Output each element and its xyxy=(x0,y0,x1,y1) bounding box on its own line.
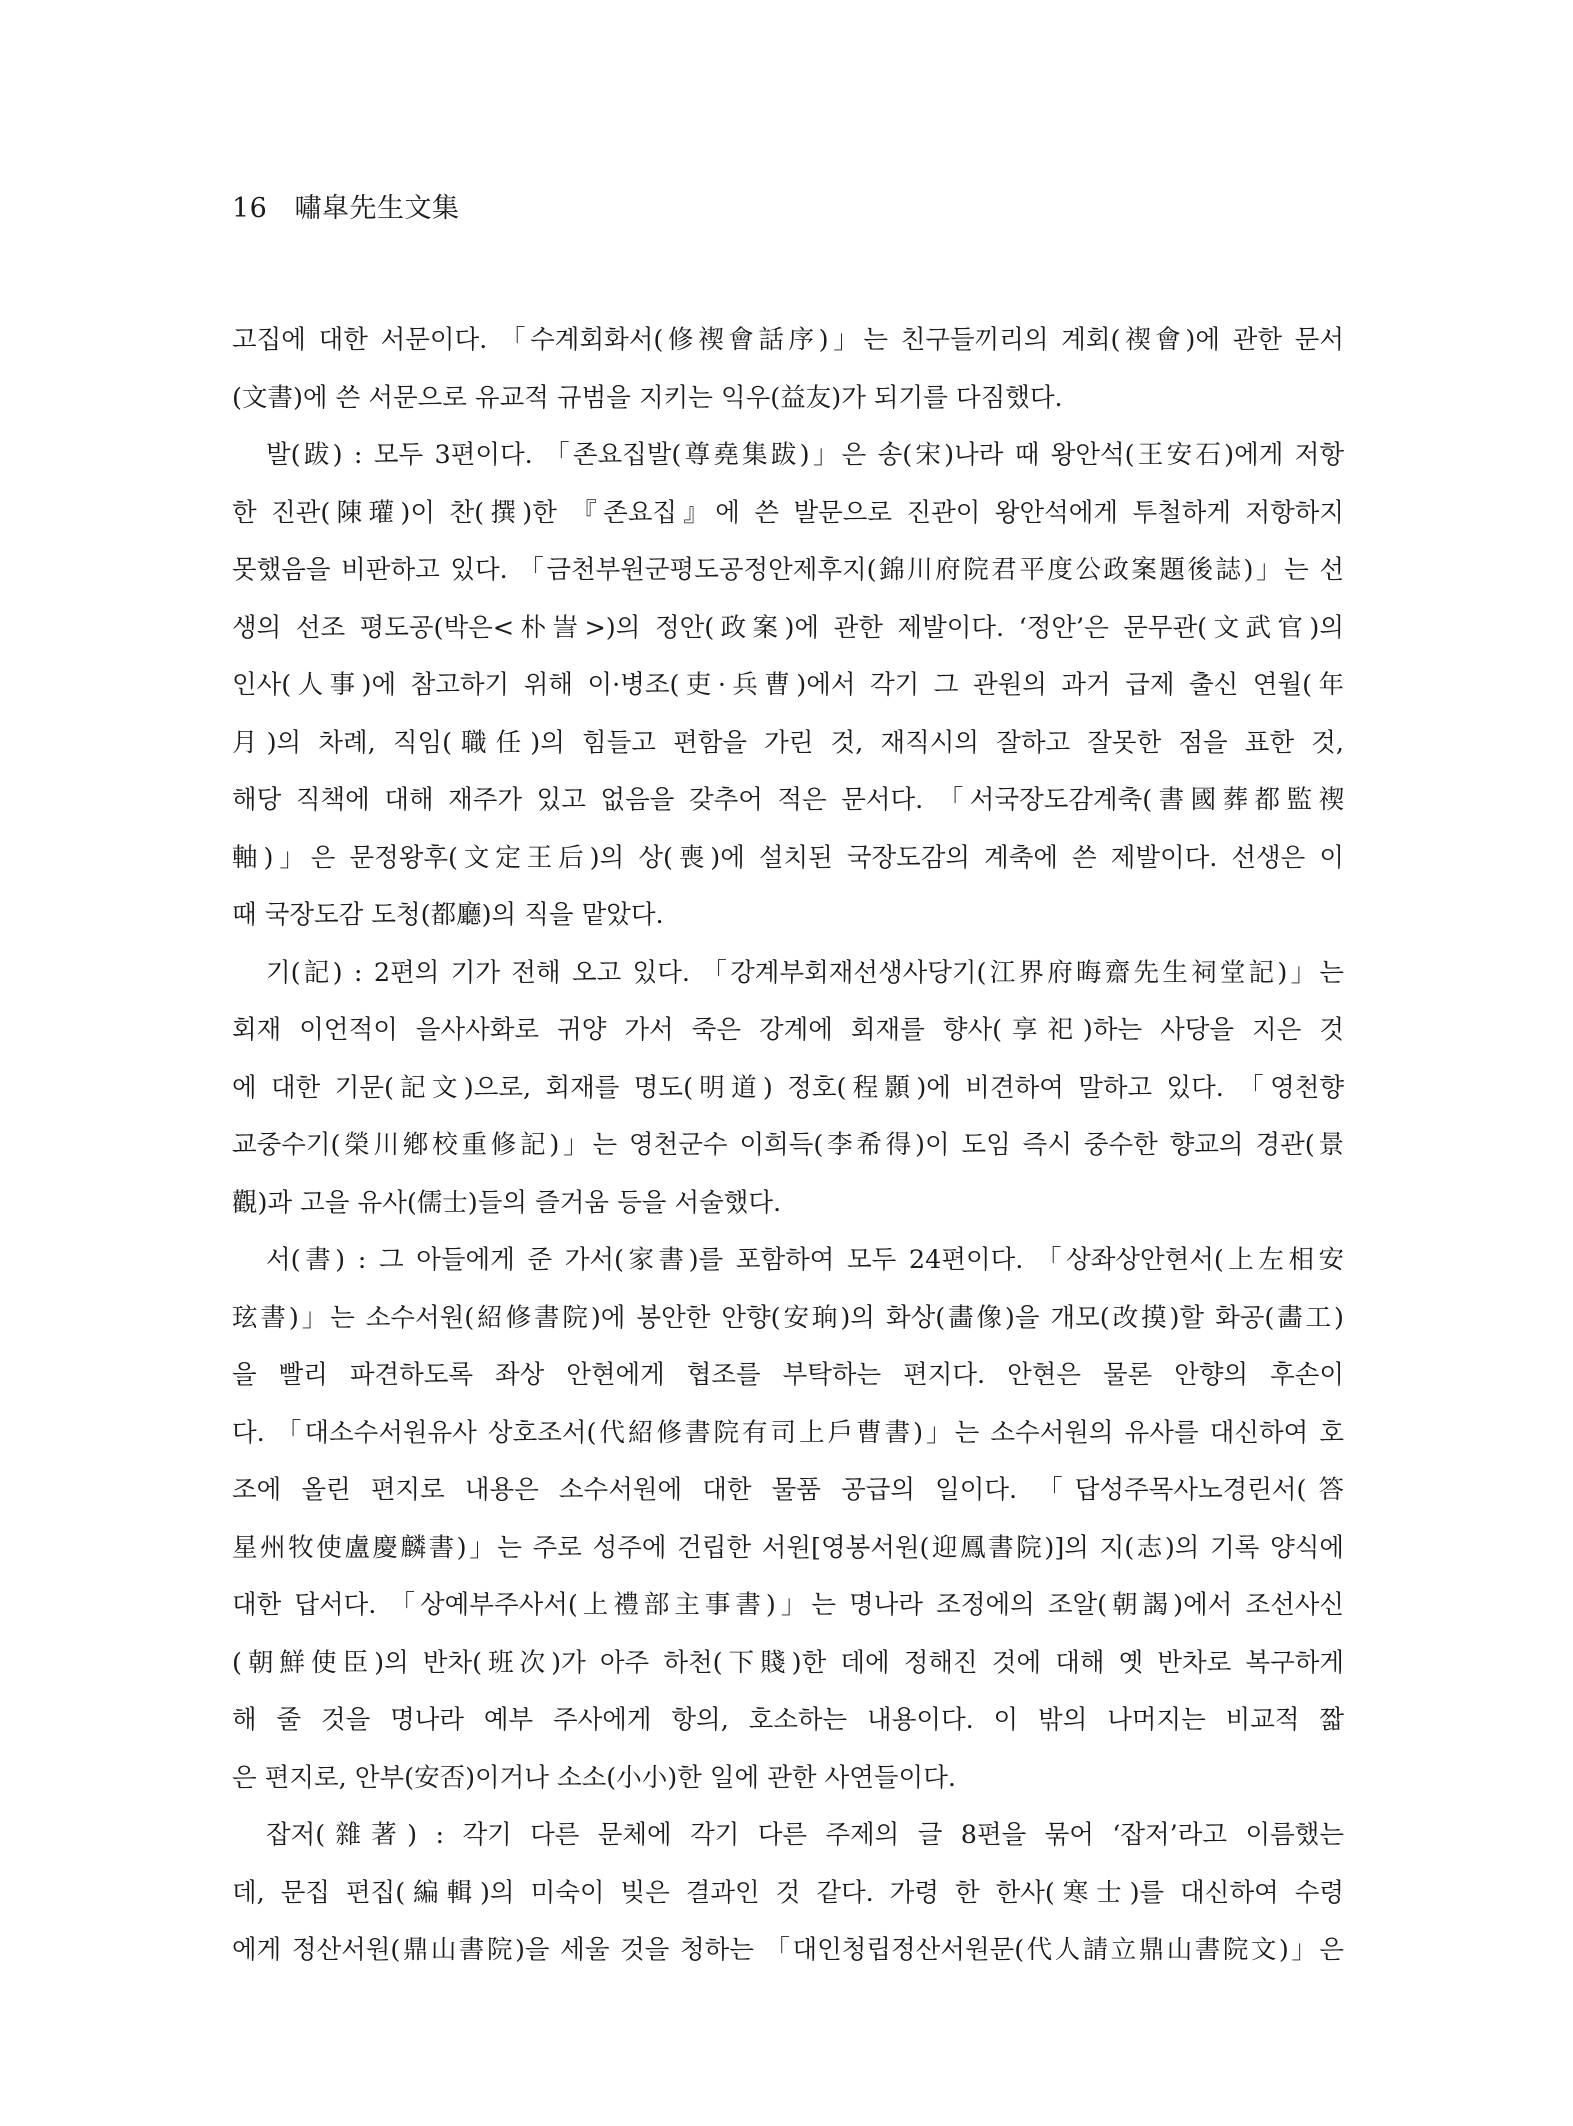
text-line: (朝鮮使臣)의 반차(班次)가 아주 하천(下賤)한 데에 정해진 것에 대해 옛 반차로 복구하게 xyxy=(232,1647,1344,1678)
book-title: 嘯皐先生文集 xyxy=(294,193,460,224)
text-line: 인사(人事)에 참고하기 위해 이·병조(吏·兵曹)에서 각기 그 관원의 과거 급제 출신 연월(年 xyxy=(232,670,1344,700)
section-start-line-seo: 서(書) : 그 아들에게 준 가서(家書)를 포함하여 모두 24편이다. 「상좌상안현서(上左相安 xyxy=(266,1245,1344,1275)
section-start-line-japjeo: 잡저(雜著) : 각기 다른 문체에 각기 다른 주제의 글 8편을 묶어 ‘잡저’라고 이름했는 xyxy=(266,1820,1344,1850)
body-text xyxy=(232,312,1344,1980)
text-line: 에 대한 기문(記文)으로, 회재를 명도(明道) 정호(程顥)에 비견하여 말하고 있다. 「영천향 xyxy=(232,1072,1344,1103)
text-line: 대한 답서다. 「상예부주사서(上禮部主事書)」는 명나라 조정에의 조알(朝謁)에서 조선사신 xyxy=(232,1590,1344,1620)
text-line: 고집에 대한 서문이다. 「수계회화서(修禊會話序)」는 친구들끼리의 계회(禊會)에 관한 문서 xyxy=(232,325,1344,355)
text-line: (文書)에 쓴 서문으로 유교적 규범을 지키는 익우(益友)가 되기를 다짐했다. xyxy=(232,382,1063,413)
text-line: 月)의 차례, 직임(職任)의 힘들고 편함을 가린 것, 재직시의 잘하고 잘못한 점을 표한 것, xyxy=(232,727,1344,758)
text-line: 한 진관(陳瓘)이 찬(撰)한 『존요집』에 쓴 발문으로 진관이 왕안석에게 투철하게 저항하지 xyxy=(232,497,1344,528)
text-line: 玹書)」는 소수서원(紹修書院)에 봉안한 안향(安珦)의 화상(畵像)을 개모(改摸)할 화공(畵工) xyxy=(232,1302,1344,1333)
text-line: 을 빨리 파견하도록 좌상 안현에게 협조를 부탁하는 편지다. 안현은 물론 안향의 후손이 xyxy=(232,1360,1344,1390)
page-number: 16 xyxy=(232,193,268,224)
text-line: 星州牧使盧慶麟書)」는 주로 성주에 건립한 서원[영봉서원(迎鳳書院)]의 지(志)의 기록 양식에 xyxy=(232,1532,1344,1563)
section-start-line-gi: 기(記) : 2편의 기가 전해 오고 있다. 「강계부회재선생사당기(江界府晦齋先生祠堂記)」는 xyxy=(266,957,1344,988)
text-line: 은 편지로, 안부(安否)이거나 소소(小小)한 일에 관한 사연들이다. xyxy=(232,1762,956,1793)
text-line: 못했음을 비판하고 있다. 「금천부원군평도공정안제후지(錦川府院君平度公政案題後誌)」는 선 xyxy=(232,555,1344,585)
running-head xyxy=(232,186,459,225)
text-line: 해당 직책에 대해 재주가 있고 없음을 갖추어 적은 문서다. 「서국장도감계축(書國葬都監禊 xyxy=(232,785,1344,815)
text-line: 해 줄 것을 명나라 예부 주사에게 항의, 호소하는 내용이다. 이 밖의 나머지는 비교적 짧 xyxy=(232,1705,1344,1735)
text-line: 다. 「대소수서원유사 상호조서(代紹修書院有司上戶曹書)」는 소수서원의 유사를 대신하여 호 xyxy=(232,1417,1344,1448)
text-line: 때 국장도감 도청(都廳)의 직을 맡았다. xyxy=(232,900,664,930)
section-start-line-bal: 발(跋) : 모두 3편이다. 「존요집발(尊堯集跋)」은 송(宋)나라 때 왕안석(王安石)에게 저항 xyxy=(266,440,1344,470)
text-line: 교중수기(榮川鄕校重修記)」는 영천군수 이희득(李希得)이 도임 즉시 중수한 향교의 경관(景 xyxy=(232,1130,1344,1160)
text-line: 軸)」은 문정왕후(文定王后)의 상(喪)에 설치된 국장도감의 계축에 쓴 제발이다. 선생은 이 xyxy=(232,842,1344,873)
text-line: 조에 올린 편지로 내용은 소수서원에 대한 물품 공급의 일이다. 「답성주목사노경린서(答 xyxy=(232,1475,1344,1505)
text-line: 觀)과 고을 유사(儒士)들의 즐거움 등을 서술했다. xyxy=(232,1187,782,1218)
text-line: 에게 정산서원(鼎山書院)을 세울 것을 청하는 「대인청립정산서원문(代人請立鼎山書院文)」은 xyxy=(232,1935,1344,1965)
text-line: 생의 선조 평도공(박은<朴訔>)의 정안(政案)에 관한 제발이다. ‘정안’은 문무관(文武官)의 xyxy=(232,612,1344,643)
text-line: 회재 이언적이 을사사화로 귀양 가서 죽은 강계에 회재를 향사(享祀)하는 사당을 지은 것 xyxy=(232,1015,1344,1045)
text-line: 데, 문집 편집(編輯)의 미숙이 빚은 결과인 것 같다. 가령 한 한사(寒士)를 대신하여 수령 xyxy=(232,1877,1344,1908)
